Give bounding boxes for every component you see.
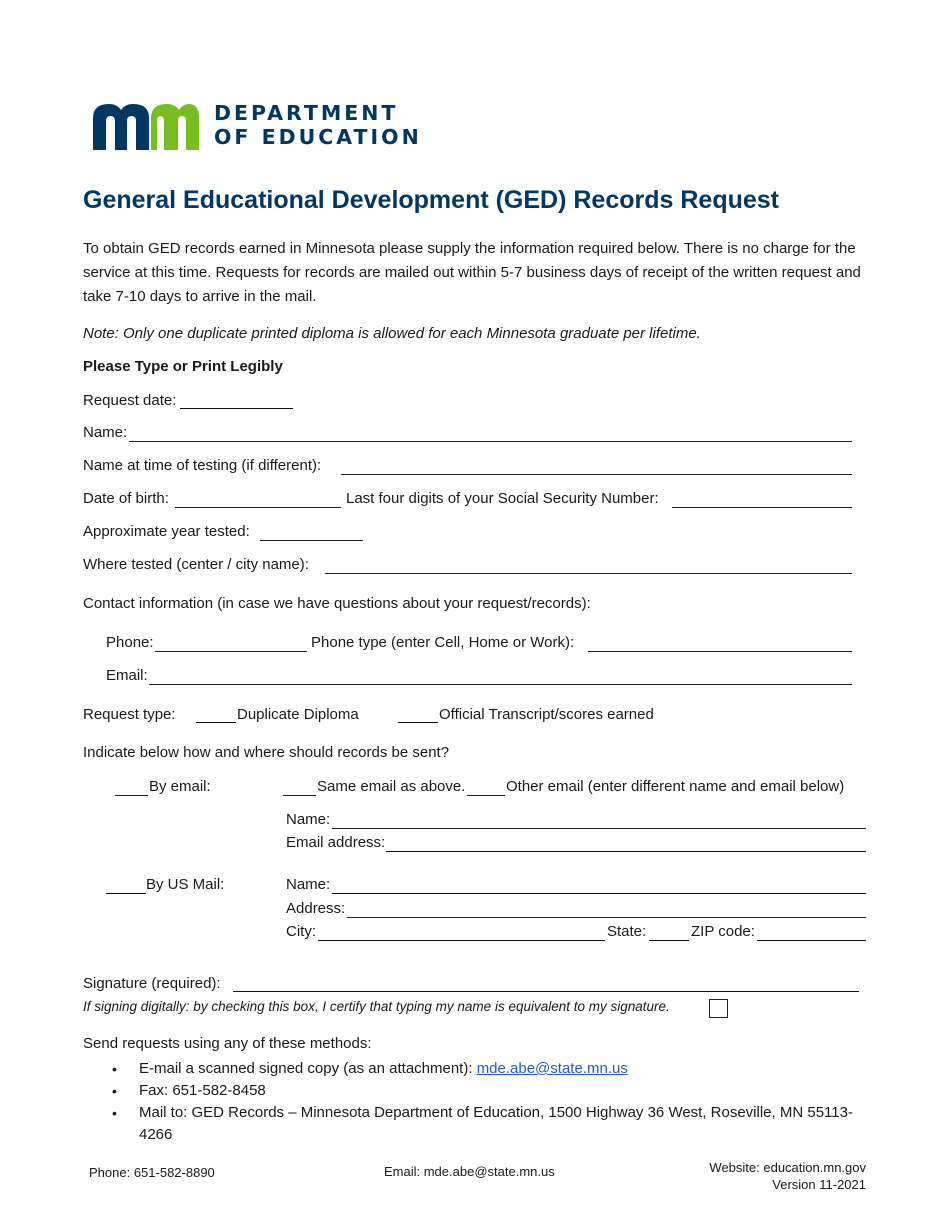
email-label: Email:	[106, 667, 148, 684]
city-label: City:	[286, 923, 316, 940]
other-email-blank[interactable]	[467, 795, 505, 796]
signature-field[interactable]	[233, 991, 859, 992]
phone-type-field[interactable]	[588, 651, 852, 652]
year-tested-field[interactable]	[260, 540, 363, 541]
name-at-testing-label: Name at time of testing (if different):	[83, 457, 322, 474]
zip-field[interactable]	[757, 940, 866, 941]
zip-label: ZIP code:	[691, 923, 755, 940]
official-transcript-blank[interactable]	[398, 722, 438, 723]
intro-paragraph: To obtain GED records earned in Minnesota please supply the information required below. There is no charge for the service at this time. Requests for records are mailed out within 5-7 business days of receipt of the written request and take 7-10 days to arrive in the mail.	[83, 240, 861, 305]
list-item	[139, 1058, 869, 1080]
request-date-field[interactable]	[180, 408, 293, 409]
name-label: Name:	[83, 424, 128, 441]
instructions-heading: Please Type or Print Legibly	[83, 358, 283, 375]
phone-field[interactable]	[155, 651, 307, 652]
footer-email: Email: mde.abe@state.mn.us	[384, 1164, 555, 1179]
email-address-field[interactable]	[386, 851, 866, 852]
name-at-testing-field[interactable]	[341, 474, 852, 475]
dob-label: Date of birth:	[83, 490, 169, 507]
by-mail-label: By US Mail:	[146, 876, 225, 893]
logo-line-2: OF EDUCATION	[214, 125, 422, 149]
delivery-question: Indicate below how and where should records be sent?	[83, 744, 450, 761]
ssn-field[interactable]	[672, 507, 852, 508]
email-recipient-name-label: Name:	[286, 811, 331, 828]
page-title: General Educational Development (GED) Records Request	[83, 186, 779, 214]
by-mail-blank[interactable]	[106, 893, 146, 894]
address-field[interactable]	[347, 917, 866, 918]
logo-line-1: DEPARTMENT	[214, 101, 399, 125]
by-email-label: By email:	[149, 778, 211, 795]
mail-name-field[interactable]	[332, 893, 866, 894]
same-email-blank[interactable]	[283, 795, 316, 796]
dob-field[interactable]	[175, 507, 341, 508]
send-heading: Send requests using any of these methods:	[83, 1035, 372, 1052]
email-recipient-name-field[interactable]	[332, 828, 866, 829]
where-tested-field[interactable]	[325, 573, 852, 574]
city-field[interactable]	[318, 940, 605, 941]
note-text: Note: Only one duplicate printed diploma is allowed for each Minnesota graduate per lifetime.	[83, 325, 701, 342]
by-email-blank[interactable]	[115, 795, 148, 796]
email-link[interactable]: mde.abe@state.mn.us	[476, 1060, 628, 1077]
mde-logo-icon	[93, 104, 199, 150]
digital-signature-note: If signing digitally: by checking this box, I certify that typing my name is equivalent to my signature.	[83, 999, 670, 1014]
list-item	[139, 1102, 869, 1146]
year-tested-label: Approximate year tested:	[83, 523, 250, 540]
list-item	[139, 1080, 869, 1102]
digital-signature-checkbox[interactable]	[709, 999, 728, 1018]
request-date-label: Request date:	[83, 392, 177, 409]
send-mail-text: Mail to: GED Records – Minnesota Department of Education, 1500 Highway 36 West, Roseville, MN 55113-4266	[139, 1104, 853, 1143]
send-email-text: E-mail a scanned signed copy (as an attachment):	[139, 1060, 477, 1077]
duplicate-diploma-blank[interactable]	[196, 722, 236, 723]
footer-phone: Phone: 651-582-8890	[89, 1165, 215, 1180]
official-transcript-label: Official Transcript/scores earned	[439, 706, 654, 723]
request-type-label: Request type:	[83, 706, 176, 723]
ssn-label: Last four digits of your Social Security Number:	[346, 490, 659, 507]
send-fax-text: Fax: 651-582-8458	[139, 1082, 266, 1099]
signature-label: Signature (required):	[83, 975, 221, 992]
state-field[interactable]	[649, 940, 689, 941]
footer-version: Version 11-2021	[772, 1177, 866, 1192]
send-methods-list	[112, 1058, 869, 1146]
address-label: Address:	[286, 900, 346, 917]
footer-website: Website: education.mn.gov	[709, 1160, 866, 1175]
where-tested-label: Where tested (center / city name):	[83, 556, 309, 573]
email-address-label: Email address:	[286, 834, 386, 851]
logo-wordmark	[214, 101, 422, 149]
state-label: State:	[607, 923, 647, 940]
phone-label: Phone:	[106, 634, 154, 651]
other-email-label: Other email (enter different name and email below)	[506, 778, 845, 795]
contact-heading: Contact information (in case we have questions about your request/records):	[83, 595, 591, 612]
email-field[interactable]	[149, 684, 852, 685]
mail-name-label: Name:	[286, 876, 331, 893]
name-field[interactable]	[129, 441, 852, 442]
phone-type-label: Phone type (enter Cell, Home or Work):	[311, 634, 575, 651]
same-email-label: Same email as above.	[317, 778, 466, 795]
duplicate-diploma-label: Duplicate Diploma	[237, 706, 359, 723]
